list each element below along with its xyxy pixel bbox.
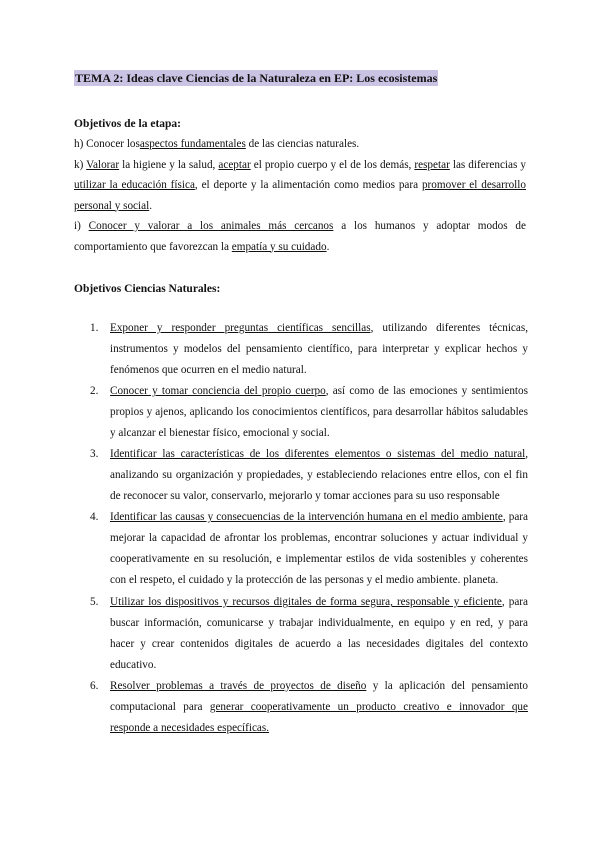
objective-k: k) Valorar la higiene y la salud, aceptar el propio cuerpo y el de los demás, respetar las diferencias y utilizar la educación física, el deporte y la alimentación como medios para promover el desarrollo personal y social. — [74, 158, 526, 212]
etapa-heading: Objetivos de la etapa: — [74, 118, 182, 130]
objective-i: i) Conocer y valorar a los animales más cercanos a los humanos y adoptar modos de comportamiento que favorezcan la empatía y su cuidado. — [74, 220, 526, 253]
underlined-phrase: Conocer y tomar conciencia del propio cuerpo — [110, 385, 326, 397]
underlined-phrase: aceptar — [218, 158, 251, 171]
underlined-phrase: aspectos fundamentales — [139, 138, 246, 150]
item-number: 5. — [90, 596, 99, 608]
objective-h: h) Conocer losaspectos fundamentales de las ciencias naturales. — [74, 138, 360, 150]
ciencias-heading: Objetivos Ciencias Naturales: — [74, 283, 221, 295]
underlined-phrase: respetar — [414, 158, 450, 171]
list-item: 6. Resolver problemas a través de proyectos de diseño y la aplicación del pensamiento computacional para generar cooperativamente un producto creativo e innovador que responde a necesidades específicas. — [74, 676, 528, 739]
list-item: 1. Exponer y responder preguntas científicas sencillas, utilizando diferentes técnicas, instrumentos y modelos del pensamiento científico, para interpretar y explicar hechos y fenómenos que ocurren en el medio natural. — [74, 318, 528, 381]
list-item: 5. Utilizar los dispositivos y recursos digitales de forma segura, responsable y eficiente, para buscar información, comunicarse y trabajar individualmente, en equipo y en red, y para hacer y crear contenidos digitales de acuerdo a las necesidades digitales del contexto educativo. — [74, 592, 528, 676]
list-item: 4. Identificar las causas y consecuencias de la intervención humana en el medio ambiente, para mejorar la capacidad de afrontar los problemas, encontrar soluciones y actuar individual y cooperativamente en su resolución, e implementar estilos de vida sostenibles y coherentes con el respeto, el cuidado y la protección de las personas y el medio ambiente. planeta. — [74, 507, 528, 591]
document-title — [74, 70, 438, 86]
underlined-phrase: utilizar la educación física — [74, 179, 195, 191]
item-number: 4. — [90, 511, 99, 523]
underlined-phrase: promover el desarrollo personal y social — [74, 179, 526, 212]
underlined-phrase: Conocer y valorar a los animales más cercanos — [88, 220, 334, 232]
underlined-phrase: Valorar — [86, 158, 120, 171]
underlined-phrase: Identificar las causas y consecuencias de la intervención humana en el medio ambiente — [110, 511, 503, 523]
title-highlight: TEMA 2: Ideas clave Ciencias de la Naturaleza en EP: Los ecosistemas — [75, 71, 438, 85]
underlined-phrase: Resolver problemas a través de proyectos de diseño — [110, 680, 367, 692]
underlined-phrase: Identificar las características de los diferentes elementos o sistemas del medio natural — [110, 448, 526, 460]
ciencias-objectives-list — [74, 318, 528, 739]
underlined-phrase: Exponer y responder preguntas científicas sencillas — [110, 322, 371, 334]
item-number: 6. — [90, 680, 99, 692]
item-number: 2. — [90, 385, 99, 397]
underlined-phrase: Utilizar los dispositivos y recursos digitales de forma segura, responsable y eficiente — [110, 596, 502, 608]
etapa-objectives — [74, 134, 526, 257]
list-item: 3. Identificar las características de los diferentes elementos o sistemas del medio natural, analizando su organización y propiedades, y estableciendo relaciones entre ellos, con el fin de reconocer su valor, conservarlo, mejorarlo y tomar acciones para su uso responsable — [74, 444, 528, 507]
list-item: 2. Conocer y tomar conciencia del propio cuerpo, así como de las emociones y sentimientos propios y ajenos, aplicando los conocimientos científicos, para desarrollar hábitos saludables y alcanzar el bienestar físico, emocional y social. — [74, 381, 528, 444]
underlined-phrase: generar cooperativamente un producto creativo e innovador que responde a necesidades específicas. — [110, 701, 528, 734]
underlined-phrase: empatía y su cuidado — [231, 240, 327, 253]
item-number: 1. — [90, 322, 99, 334]
item-number: 3. — [90, 448, 99, 460]
